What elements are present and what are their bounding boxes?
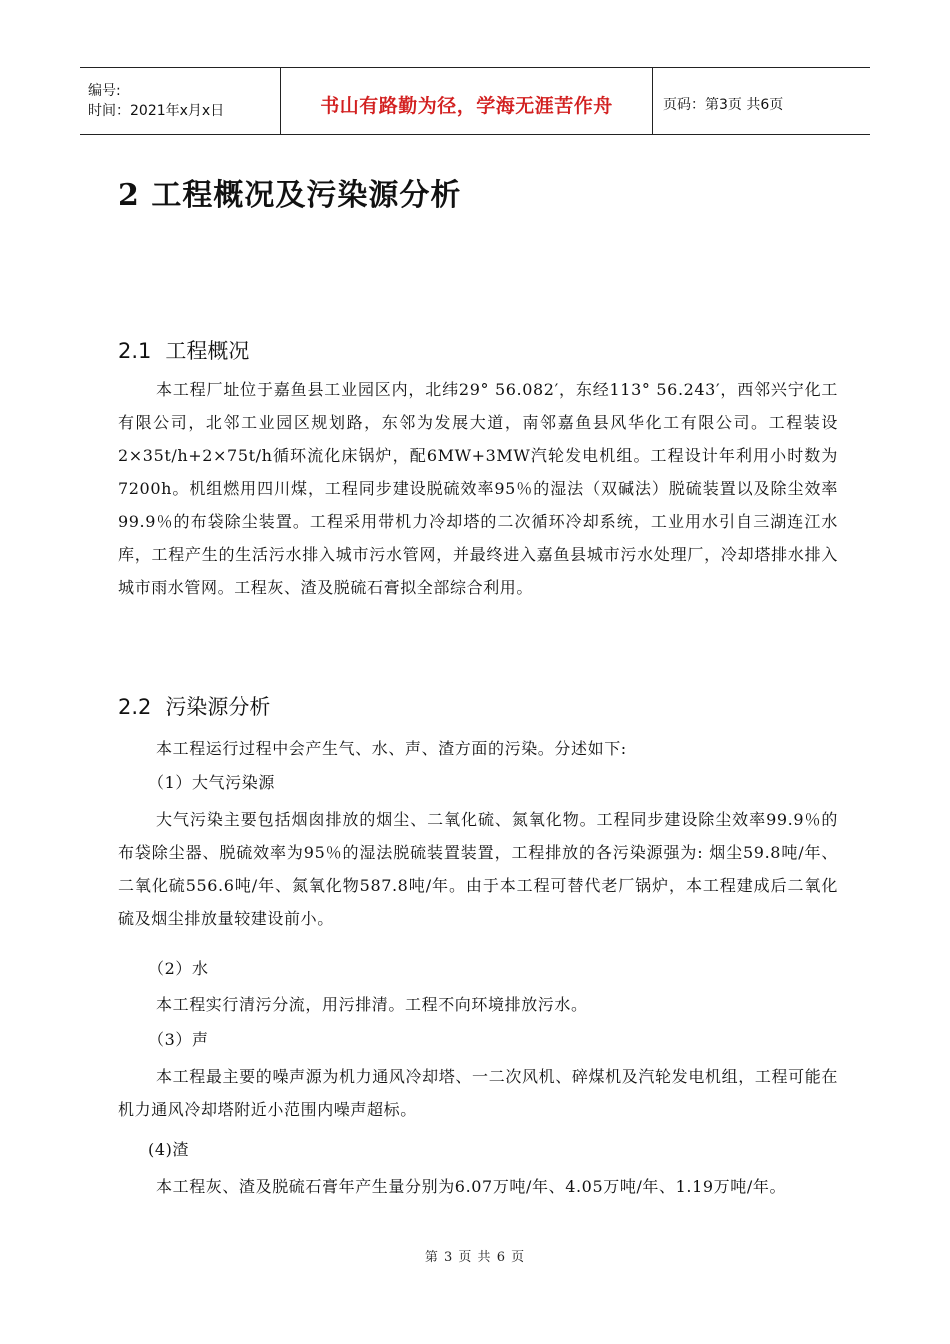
project-overview-paragraph: 本工程厂址位于嘉鱼县工业园区内，北纬29° 56.082′，东经113° 56.243′，西邻兴宁化工有限公司，北邻工业园区规划路，东邻为发展大道，南邻嘉鱼县风华化工有限公司。工程装设2×35t/h+2×75t/h循环流化床锅炉，配6MW+3MW汽轮发电机组。工程设计年利用小时数为7200h。机组燃用四川煤，工程同步建设脱硫效率95％的湿法（双碱法）脱硫装置以及除尘效率99.9％的布袋除尘装置。工程采用带机力冷却塔的二次循环冷却系统，工业用水引自三湖连江水库，工程产生的生活污水排入城市污水管网，并最终进入嘉鱼县城市污水处理厂，冷却塔排水排入城市雨水管网。工程灰、渣及脱硫石膏拟全部综合利用。: [118, 380, 838, 597]
document-header: [80, 67, 870, 135]
air-pollution-paragraph: 大气污染主要包括烟囱排放的烟尘、二氧化硫、氮氧化物。工程同步建设除尘效率99.9％的布袋除尘器、脱硫效率为95％的湿法脱硫装置装置，工程排放的各污染源强为: 烟尘59.8吨/年、二氧化硫556.6吨/年、氮氧化物587.8吨/年。由于本工程可替代老厂锅炉，本工程建成后二氧化硫及烟尘排放量较建设前小。: [118, 810, 838, 928]
section-heading-2-1: [118, 335, 249, 365]
header-motto-cell: [280, 68, 653, 134]
section-title: 污染源分析: [165, 695, 271, 719]
slag-label: (4)渣: [148, 1140, 190, 1159]
section-heading-2-2: [118, 691, 270, 721]
motto-text: 书山有路勤为径，学海无涯苦作舟: [320, 94, 613, 117]
header-page-code: [653, 68, 870, 134]
air-pollution-label: （1）大气污染源: [148, 773, 275, 792]
pollution-intro-paragraph: 本工程运行过程中会产生气、水、声、渣方面的污染。分述如下:: [156, 739, 627, 758]
header-meta: [80, 68, 280, 134]
water-label: （2）水: [148, 959, 209, 978]
noise-paragraph: 本工程最主要的噪声源为机力通风冷却塔、一二次风机、碎煤机及汽轮发电机组，工程可能在机力通风冷却塔附近小范围内噪声超标。: [118, 1067, 838, 1119]
time-label: 时间：2021年x月x日: [88, 103, 225, 119]
noise-label: （3）声: [148, 1030, 209, 1049]
water-paragraph: 本工程实行清污分流，用污排清。工程不向环境排放污水。: [156, 995, 588, 1014]
page-code-text: 页码：第3页 共6页: [663, 97, 784, 113]
page-footer: 第 3 页 共 6 页: [424, 1250, 526, 1265]
page-title: 2 工程概况及污染源分析: [118, 178, 462, 213]
number-label: 编号:: [88, 83, 121, 99]
section-number: 2.2: [118, 695, 152, 719]
slag-paragraph: 本工程灰、渣及脱硫石膏年产生量分别为6.07万吨/年、4.05万吨/年、1.19万吨/年。: [156, 1177, 787, 1196]
section-number: 2.1: [118, 339, 152, 363]
section-title: 工程概况: [165, 339, 250, 363]
